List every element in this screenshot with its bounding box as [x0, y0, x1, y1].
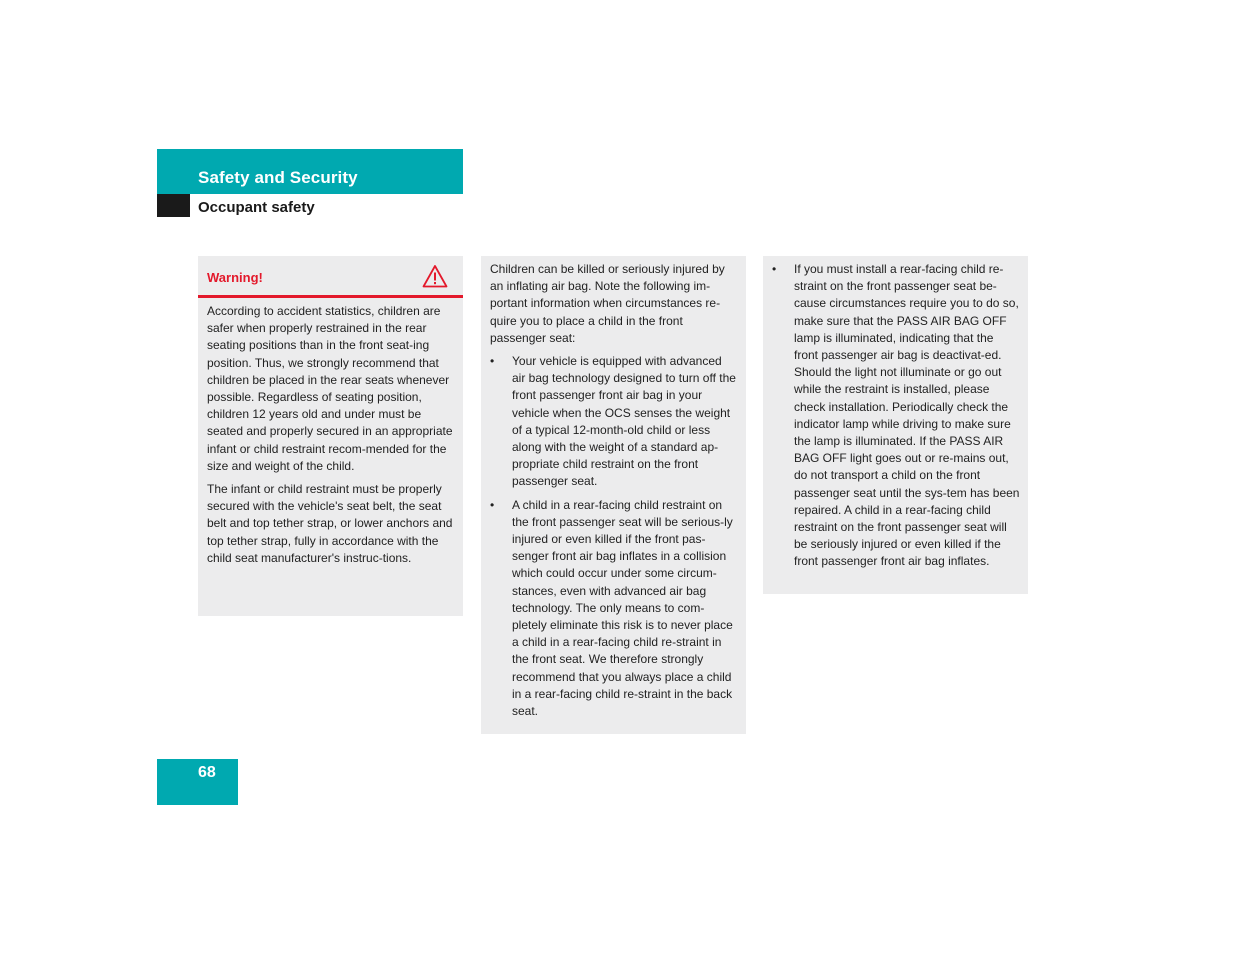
- bullet-icon: •: [772, 262, 777, 276]
- list-item-text: Your vehicle is equipped with advanced air bag technology designed to turn off the front passenger front air bag in your vehicle when the OCS senses the weight of a typical 12-month-old child or less along with the weight of a standard ap-propriate child restraint on the front passenger seat.: [512, 354, 736, 489]
- warning-title: Warning!: [207, 270, 263, 285]
- warning-intro-text: Children can be killed or seriously injured by an inflating air bag. Note the following im-portant information when circumstances re-quire you to place a child in the front passenger seat:: [490, 262, 725, 345]
- warning-paragraph: According to accident statistics, children are safer when properly restrained in the rear seating positions than in the front seat-ing position. Thus, we strongly recommend that children be placed in the rear seats whenever possible. Regardless of seating position, children 12 years old and under must be seated and properly secured in an appropriate infant or child restraint recom-mended for the size and weight of the child.: [207, 304, 453, 473]
- warning-header: [198, 256, 463, 298]
- list-item: [490, 353, 738, 491]
- warning-continued-column: [481, 256, 746, 734]
- warning-body: [198, 298, 463, 567]
- list-item: [772, 261, 1020, 571]
- warning-bullet-list: [772, 261, 1020, 571]
- warning-box: [198, 256, 463, 616]
- bullet-icon: •: [490, 354, 495, 369]
- list-item-text: A child in a rear-facing child restraint on the front passenger seat will be serious-ly injured or even killed if the front pas-senger front air bag inflates in a collision which could occur under some circum-stances, even with advanced air bag technology. The only means to com-pletely eliminate this risk is to never place a child in a rear-facing child re-straint in the front seat. We therefore strongly recommend that you always place a child in a rear-facing child re-straint in the back seat.: [512, 497, 733, 719]
- warning-continued-column: [763, 256, 1028, 594]
- section-title: Safety and Security: [198, 168, 358, 187]
- list-item: [490, 497, 738, 721]
- warning-paragraph: The infant or child restraint must be properly secured with the vehicle's seat belt, the seat belt and top tether strap, or lower anchors and top tether strap, fully in accordance with the child seat manufacturer's instruc-tions.: [207, 482, 453, 565]
- warning-triangle-icon: [422, 264, 448, 288]
- bullet-icon: •: [490, 497, 495, 512]
- subsection-title: Occupant safety: [198, 199, 315, 216]
- warning-bullet-list: [490, 353, 738, 720]
- page-number: 68: [198, 764, 216, 781]
- subsection-marker: [157, 194, 190, 217]
- list-item-text: If you must install a rear-facing child re-straint on the front passenger seat be-cause circumstances require you to do so, make sure that the PASS AIR BAG OFF lamp is illuminated, indicating that the front passenger air bag is deactivat-ed. Should the light not illuminate or go out while the restraint is installed, please check installation. Periodically check the indicator lamp while driving to make sure the lamp is illuminated. If the PASS AIR BAG OFF light goes out or re-mains out, do not transport a child on the front passenger seat until the sys-tem has been repaired. A child in a rear-facing child restraint on the front passenger seat will be seriously injured or even killed if the front passenger front air bag inflates.: [794, 262, 1020, 569]
